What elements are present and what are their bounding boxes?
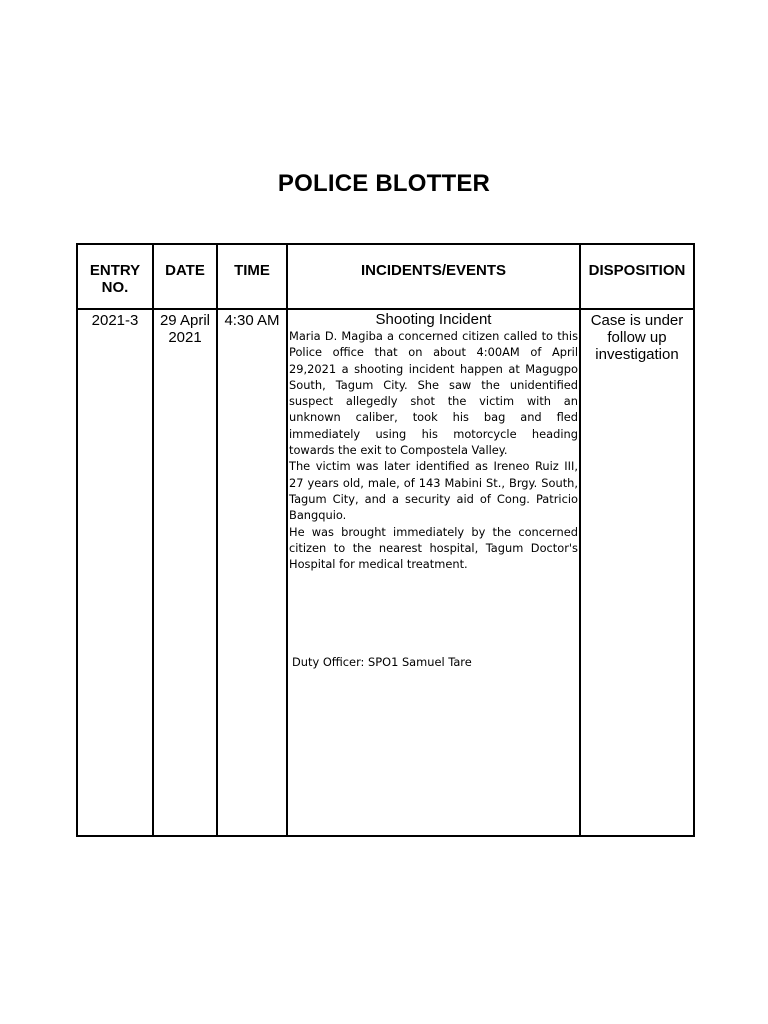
police-blotter-table xyxy=(76,243,695,837)
header-disposition: DISPOSITION xyxy=(580,244,694,309)
table-row xyxy=(77,309,694,836)
header-entry-no: ENTRY NO. xyxy=(77,244,153,309)
header-time: TIME xyxy=(217,244,287,309)
cell-time: 4:30 AM xyxy=(217,309,287,836)
incident-title: Shooting Incident xyxy=(375,311,492,328)
incident-narrative-paragraph: He was brought immediately by the concerned citizen to the nearest hospital, Tagum Doctor's Hospital for medical treatment. xyxy=(289,524,578,572)
table-header xyxy=(77,244,694,309)
incident-narrative-paragraph: The victim was later identified as Ireneo Ruiz III, 27 years old, male, of 143 Mabini St., Brgy. South, Tagum City, and a security aid of Cong. Patricio Bangquio. xyxy=(289,459,578,523)
incident-narrative-paragraph: Maria D. Magiba a concerned citizen called to this Police office that on about 4:00AM of April 29,2021 a shooting incident happen at Magugpo South, Tagum City. She saw the unidentified suspect allegedly shot the victim with an unknown caliber, took his bag and fled immediately using his motorcycle heading towards the exit to Compostela Valley. xyxy=(289,329,578,458)
header-row xyxy=(77,244,694,309)
table-body xyxy=(77,309,694,836)
cell-entry-no: 2021-3 xyxy=(77,309,153,836)
header-incidents-events: INCIDENTS/EVENTS xyxy=(287,244,580,309)
cell-disposition: Case is under follow up investigation xyxy=(580,309,694,836)
duty-officer: Duty Officer: SPO1 Samuel Tare xyxy=(292,655,472,670)
header-date: DATE xyxy=(153,244,217,309)
document-title: POLICE BLOTTER xyxy=(277,170,491,197)
cell-date: 29 April 2021 xyxy=(153,309,217,836)
cell-incident xyxy=(287,309,580,836)
